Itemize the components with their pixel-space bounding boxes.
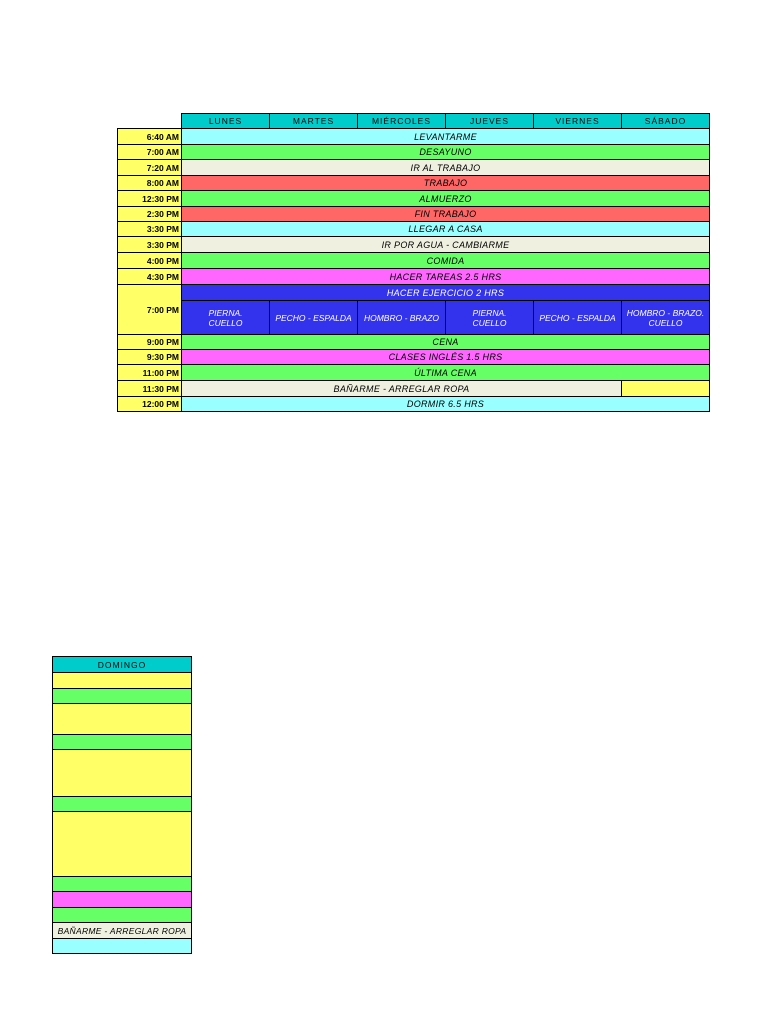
sunday-cell <box>52 876 192 892</box>
activity-cell: LLEGAR A CASA <box>181 221 710 237</box>
activity-cell: ÚLTIMA CENA <box>181 364 710 381</box>
exercise-day-cell: PIERNA. CUELLO <box>181 300 270 335</box>
day-header-miercoles: MIÉRCOLES <box>357 113 446 129</box>
time-cell: 7:00 AM <box>117 144 182 160</box>
day-header-martes: MARTES <box>269 113 358 129</box>
activity-cell: IR AL TRABAJO <box>181 159 710 176</box>
sunday-cell <box>52 907 192 923</box>
exercise-day-cell: HOMBRO - BRAZO. CUELLO <box>621 300 710 335</box>
time-cell: 11:00 PM <box>117 364 182 381</box>
time-cell: 9:00 PM <box>117 334 182 350</box>
day-header-viernes: VIERNES <box>533 113 622 129</box>
sunday-schedule-column <box>0 640 768 960</box>
time-cell-exercise: 7:00 PM <box>117 284 182 335</box>
weekly-schedule-table <box>0 0 768 420</box>
exercise-day-cell: PECHO - ESPALDA <box>269 300 358 335</box>
activity-cell: TRABAJO <box>181 175 710 191</box>
activity-cell: BAÑARME - ARREGLAR ROPA <box>181 380 622 397</box>
day-header-sabado: SÁBADO <box>621 113 710 129</box>
sunday-cell <box>52 672 192 689</box>
empty-cell-sabado <box>621 380 710 397</box>
sunday-cell <box>52 749 192 797</box>
sunday-cell <box>52 688 192 704</box>
sunday-cell <box>52 811 192 877</box>
sunday-cell <box>52 796 192 812</box>
activity-cell: CLASES INGLÉS 1.5 HRS <box>181 349 710 365</box>
activity-cell: COMIDA <box>181 252 710 269</box>
time-cell: 2:30 PM <box>117 206 182 222</box>
day-header-domingo: DOMINGO <box>52 656 192 673</box>
day-header-jueves: JUEVES <box>445 113 534 129</box>
exercise-day-cell: PECHO - ESPALDA <box>533 300 622 335</box>
time-cell: 8:00 AM <box>117 175 182 191</box>
sunday-cell <box>52 938 192 954</box>
time-cell: 7:20 AM <box>117 159 182 176</box>
activity-cell: DESAYUNO <box>181 144 710 160</box>
time-cell: 6:40 AM <box>117 128 182 145</box>
sunday-cell <box>52 703 192 735</box>
exercise-day-cell: HOMBRO - BRAZO <box>357 300 446 335</box>
time-cell: 12:30 PM <box>117 190 182 207</box>
activity-cell: HACER TAREAS 2.5 HRS <box>181 268 710 285</box>
activity-cell: LEVANTARME <box>181 128 710 145</box>
exercise-activity-cell: HACER EJERCICIO 2 HRS <box>181 284 710 301</box>
time-cell: 11:30 PM <box>117 380 182 397</box>
time-cell: 12:00 PM <box>117 396 182 412</box>
activity-cell: IR POR AGUA - CAMBIARME <box>181 236 710 253</box>
sunday-bath-cell: BAÑARME - ARREGLAR ROPA <box>52 922 192 939</box>
day-header-lunes: LUNES <box>181 113 270 129</box>
time-cell: 4:30 PM <box>117 268 182 285</box>
time-cell: 9:30 PM <box>117 349 182 365</box>
activity-cell: ALMUERZO <box>181 190 710 207</box>
sunday-cell <box>52 891 192 908</box>
exercise-day-cell: PIERNA. CUELLO <box>445 300 534 335</box>
activity-cell: CENA <box>181 334 710 350</box>
sunday-cell <box>52 734 192 750</box>
activity-cell: DORMIR 6.5 HRS <box>181 396 710 412</box>
time-cell: 3:30 PM <box>117 236 182 253</box>
time-cell: 3:30 PM <box>117 221 182 237</box>
time-cell: 4:00 PM <box>117 252 182 269</box>
activity-cell: FIN TRABAJO <box>181 206 710 222</box>
